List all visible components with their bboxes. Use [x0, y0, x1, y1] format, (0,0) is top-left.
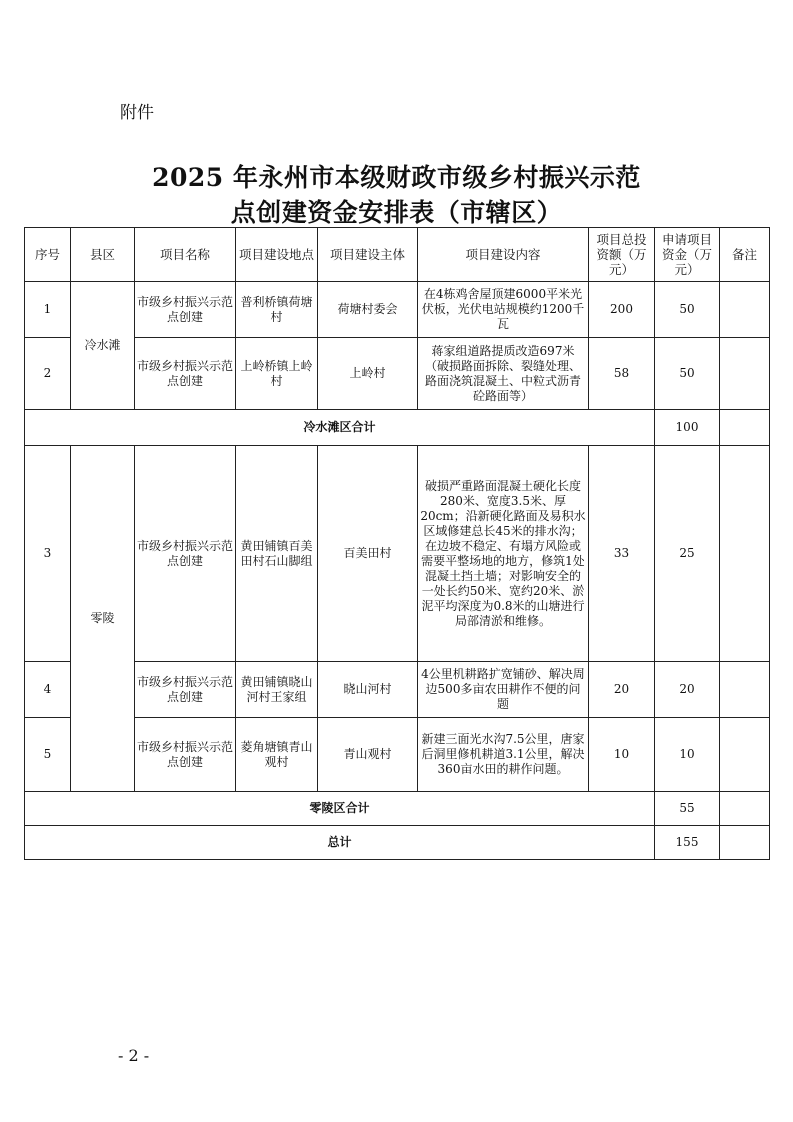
document-title-line-2: 点创建资金安排表（市辖区）	[230, 198, 563, 227]
total-row	[25, 826, 770, 860]
header-project-name: 项目名称	[135, 228, 236, 282]
header-content: 项目建设内容	[418, 228, 589, 282]
row-county: 冷水滩	[71, 282, 135, 410]
row-seq: 4	[25, 662, 71, 718]
row-remarks	[720, 718, 770, 792]
row-seq: 2	[25, 338, 71, 410]
header-funds: 申请项目资金（万元）	[655, 228, 720, 282]
header-seq: 序号	[25, 228, 71, 282]
table-row	[25, 282, 770, 338]
row-location: 上岭桥镇上岭村	[236, 338, 318, 410]
table-row	[25, 662, 770, 718]
table-row	[25, 446, 770, 662]
row-total-investment: 58	[589, 338, 655, 410]
row-content: 破损严重路面混凝土硬化长度280米、宽度3.5米、厚20cm；沿新硬化路面及易积水区域修建总长45米的排水沟；在边坡不稳定、有塌方风险或需要平整场地的地方，修筑1处混凝土挡土墙；对影响安全的一处长约50米、宽约20米、淤泥平均深度为0.8米的山塘进行局部清淤和维修。	[418, 446, 589, 662]
row-location: 黄田铺镇晓山河村王家组	[236, 662, 318, 718]
row-total-investment: 10	[589, 718, 655, 792]
subtotal-row	[25, 792, 770, 826]
total-remarks	[720, 826, 770, 860]
subtotal-remarks	[720, 410, 770, 446]
header-total-investment: 项目总投资额（万元）	[589, 228, 655, 282]
row-funds: 10	[655, 718, 720, 792]
subtotal-row	[25, 410, 770, 446]
row-remarks	[720, 662, 770, 718]
row-content: 新建三面光水沟7.5公里，唐家后洞里修机耕道3.1公里，解决360亩水田的耕作问题。	[418, 718, 589, 792]
row-total-investment: 200	[589, 282, 655, 338]
header-remarks: 备注	[720, 228, 770, 282]
row-content: 4公里机耕路扩宽铺砂、解决周边500多亩农田耕作不便的问题	[418, 662, 589, 718]
subtotal-remarks	[720, 792, 770, 826]
row-location: 黄田铺镇百美田村石山脚组	[236, 446, 318, 662]
total-value: 155	[655, 826, 720, 860]
row-seq: 1	[25, 282, 71, 338]
row-project-name: 市级乡村振兴示范点创建	[135, 282, 236, 338]
subtotal-label: 零陵区合计	[25, 792, 655, 826]
row-project-name: 市级乡村振兴示范点创建	[135, 718, 236, 792]
subtotal-value: 100	[655, 410, 720, 446]
row-remarks	[720, 446, 770, 662]
row-subject: 晓山河村	[318, 662, 418, 718]
row-location: 普利桥镇荷塘村	[236, 282, 318, 338]
row-project-name: 市级乡村振兴示范点创建	[135, 662, 236, 718]
row-county: 零陵	[71, 446, 135, 792]
row-seq: 3	[25, 446, 71, 662]
table-row	[25, 718, 770, 792]
row-location: 菱角塘镇青山观村	[236, 718, 318, 792]
total-label: 总计	[25, 826, 655, 860]
row-subject: 青山观村	[318, 718, 418, 792]
row-total-investment: 20	[589, 662, 655, 718]
row-subject: 上岭村	[318, 338, 418, 410]
row-project-name: 市级乡村振兴示范点创建	[135, 446, 236, 662]
funding-table	[24, 227, 770, 860]
page-number: - 2 -	[118, 1046, 150, 1065]
header-subject: 项目建设主体	[318, 228, 418, 282]
header-location: 项目建设地点	[236, 228, 318, 282]
row-funds: 20	[655, 662, 720, 718]
row-funds: 25	[655, 446, 720, 662]
row-funds: 50	[655, 282, 720, 338]
document-title-line-1: 2025 年永州市本级财政市级乡村振兴示范	[152, 163, 641, 192]
header-county: 县区	[71, 228, 135, 282]
subtotal-value: 55	[655, 792, 720, 826]
header-row	[25, 228, 770, 282]
row-subject: 荷塘村委会	[318, 282, 418, 338]
row-content: 在4栋鸡舍屋顶建6000平米光伏板，光伏电站规模约1200千瓦	[418, 282, 589, 338]
row-total-investment: 33	[589, 446, 655, 662]
row-content: 蒋家组道路提质改造697米（破损路面拆除、裂缝处理、路面浇筑混凝土、中粒式沥青砼路面等）	[418, 338, 589, 410]
row-remarks	[720, 338, 770, 410]
attachment-label: 附件	[120, 103, 154, 123]
subtotal-label: 冷水滩区合计	[25, 410, 655, 446]
row-funds: 50	[655, 338, 720, 410]
row-project-name: 市级乡村振兴示范点创建	[135, 338, 236, 410]
row-remarks	[720, 282, 770, 338]
row-seq: 5	[25, 718, 71, 792]
table-row	[25, 338, 770, 410]
row-subject: 百美田村	[318, 446, 418, 662]
